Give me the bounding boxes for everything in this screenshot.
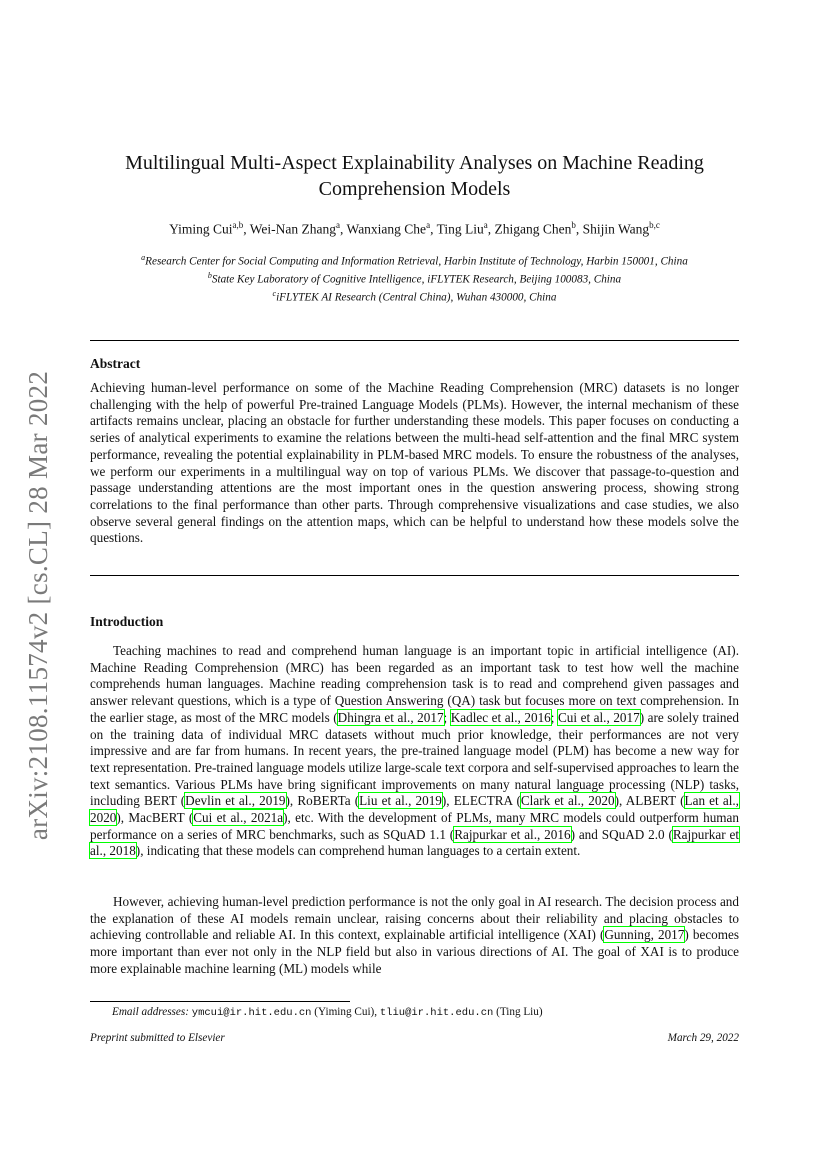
author-affiliation-mark: b bbox=[571, 220, 576, 230]
email-link[interactable]: tliu@ir.hit.edu.cn bbox=[379, 1007, 494, 1019]
footnote bbox=[112, 1006, 543, 1019]
citation-link[interactable]: Gunning, 2017 bbox=[604, 927, 685, 943]
paragraph-text: ), ALBERT ( bbox=[614, 793, 685, 809]
affiliation-line bbox=[90, 269, 739, 287]
affiliation-mark: a bbox=[141, 253, 146, 262]
paragraph-text: ), ELECTRA ( bbox=[441, 793, 521, 809]
author-affiliation-mark: b,c bbox=[649, 220, 660, 230]
paragraph-text: However, achieving human-level prediction performance is not the only goal in AI research. The decision process and the explanation of these AI models remain unclear, raising concerns about their reliability and placing obstacles to achieving controllable and reliable AI. In this context, explainable artificial intelligence (XAI) ( bbox=[90, 894, 739, 943]
affiliation-text: Research Center for Social Computing and Information Retrieval, Harbin Institute of Technology, Harbin 150001, China bbox=[145, 255, 688, 268]
citation-link[interactable]: Kadlec et al., 2016 bbox=[450, 709, 551, 725]
paragraph-text: Teaching machines to read and comprehend human language is an important topic in artificial intelligence (AI). Machine Reading Comprehension (MRC) has been regarded as an important task to test how well the machine comprehends human languages. Machine reading comprehension task is to read and comprehend given passages and answer relevant questions, which is a type of Question Answering (QA) task but focuses more on text comprehension. In the earlier stage, as most of the MRC models ( bbox=[90, 643, 739, 725]
title-line-1: Multilingual Multi-Aspect Explainability Analyses on Machine Reading bbox=[125, 152, 704, 174]
paragraph-text: ), MacBERT ( bbox=[116, 810, 194, 826]
citation-link[interactable]: Rajpurkar et al., 2016 bbox=[454, 826, 571, 842]
author-name: Zhigang Chen bbox=[494, 221, 572, 237]
paragraph-text: ) and SQuAD 2.0 ( bbox=[570, 826, 673, 842]
paragraph-text: ), etc. With the development of PLMs, many MRC models could outperform human performance on a series of MRC benchmarks, such as SQuAD 1.1 ( bbox=[90, 810, 739, 842]
date: March 29, 2022 bbox=[667, 1032, 739, 1044]
email-link[interactable]: ymcui@ir.hit.edu.cn bbox=[191, 1007, 312, 1019]
citation-link[interactable]: Cui et al., 2021a bbox=[193, 810, 284, 826]
introduction-heading: Introduction bbox=[90, 614, 164, 629]
author-separator: , bbox=[487, 221, 495, 237]
citation-link[interactable]: Rajpurkar et al., 2018 bbox=[90, 826, 740, 859]
arxiv-stamp bbox=[17, 360, 61, 850]
paper-title bbox=[90, 150, 739, 202]
citation-link[interactable]: Lan et al., 2020 bbox=[90, 793, 739, 826]
citation-link[interactable]: Devlin et al., 2019 bbox=[185, 793, 286, 809]
citation-link[interactable]: Liu et al., 2019 bbox=[359, 793, 442, 809]
affiliations bbox=[90, 251, 739, 306]
author-list bbox=[90, 220, 739, 238]
author-separator: , bbox=[575, 221, 583, 237]
footnote-label: Email addresses: bbox=[112, 1006, 189, 1018]
bottom-divider bbox=[90, 575, 739, 576]
affiliation-text: iFLYTEK AI Research (Central China), Wuhan 430000, China bbox=[276, 292, 557, 305]
footnote-name: (Ting Liu) bbox=[493, 1006, 543, 1018]
preprint-note: Preprint submitted to Elsevier bbox=[90, 1032, 225, 1044]
citation-link[interactable]: Cui et al., 2017 bbox=[557, 709, 640, 725]
author-affiliation-mark: a bbox=[426, 220, 431, 230]
affiliation-mark: b bbox=[207, 271, 212, 281]
author-separator: , bbox=[430, 221, 437, 237]
intro-paragraph-1 bbox=[90, 643, 739, 860]
title-line-2: Comprehension Models bbox=[318, 178, 511, 200]
intro-paragraph-2 bbox=[90, 894, 739, 978]
paragraph-text: ; bbox=[550, 709, 558, 725]
paragraph-text: ), RoBERTa ( bbox=[285, 793, 360, 809]
author-separator: , bbox=[243, 221, 250, 237]
abstract-heading: Abstract bbox=[90, 356, 141, 371]
affiliation-mark: c bbox=[272, 289, 277, 299]
abstract-text: Achieving human-level performance on some of the Machine Reading Comprehension (MRC) datasets is no longer challenging with the help of powerful Pre-trained Language Models (PLMs). However, the internal mechanism of these artifacts remains unclear, placing an obstacle for further understanding these models. This paper focuses on conducting a series of analytical experiments to examine the relations between the multi-head self-attention and the final MRC system performance, revealing the potential explainability in PLM-based MRC models. To ensure the robustness of the analyses, we perform our experiments in a multilingual way on top of various PLMs. We discover that passage-to-question and passage understanding attentions are the most important ones in the question answering process, showing strong correlations to the final performance than other parts. Through comprehensive visualizations and case studies, we also observe several general findings on the attention maps, which can be helpful to understand how these models solve the questions. bbox=[90, 380, 739, 546]
author-affiliation-mark: a,b bbox=[232, 220, 244, 230]
footnote-name: (Yiming Cui), bbox=[311, 1006, 380, 1018]
author-affiliation-mark: a bbox=[483, 220, 488, 230]
author-affiliation-mark: a bbox=[336, 220, 341, 230]
author-separator: , bbox=[340, 221, 347, 237]
paragraph-text: ; bbox=[443, 709, 451, 725]
footnote-divider bbox=[90, 1001, 350, 1002]
author-name: Wei-Nan Zhang bbox=[249, 221, 337, 237]
top-divider bbox=[90, 340, 739, 341]
author-name: Yiming Cui bbox=[169, 221, 233, 237]
paragraph-text: ) are solely trained on the training data of individual MRC datasets without much prior knowledge, their performances are not very impressive and are far from humans. In recent years, the pre-trained language model (PLM) has become a new way for text representation. Pre-trained language models utilize large-scale text corpora and self-supervised approaches to learn the text semantics. Various PLMs have bring significant improvements on many natural language processing (NLP) tasks, including BERT ( bbox=[90, 709, 739, 809]
author-name: Shijin Wang bbox=[582, 221, 650, 237]
arxiv-stamp-text: arXiv:2108.11574v2 [cs.CL] 28 Mar 2022 bbox=[23, 370, 54, 840]
paragraph-text: ), indicating that these models can comprehend human languages to a certain extent. bbox=[135, 843, 581, 859]
author-name: Wanxiang Che bbox=[346, 221, 427, 237]
affiliation-line bbox=[90, 287, 739, 305]
citation-link[interactable]: Dhingra et al., 2017 bbox=[337, 709, 444, 725]
citation-link[interactable]: Clark et al., 2020 bbox=[520, 793, 615, 809]
paragraph-text: ) becomes more important than ever not only in the NLP field but also in various directions of AI. The goal of XAI is to produce more explainable machine learning (ML) models while bbox=[90, 927, 740, 976]
author-name: Ting Liu bbox=[436, 221, 484, 237]
affiliation-line bbox=[90, 251, 739, 269]
affiliation-text: State Key Laboratory of Cognitive Intelligence, iFLYTEK Research, Beijing 100083, China bbox=[211, 273, 622, 286]
